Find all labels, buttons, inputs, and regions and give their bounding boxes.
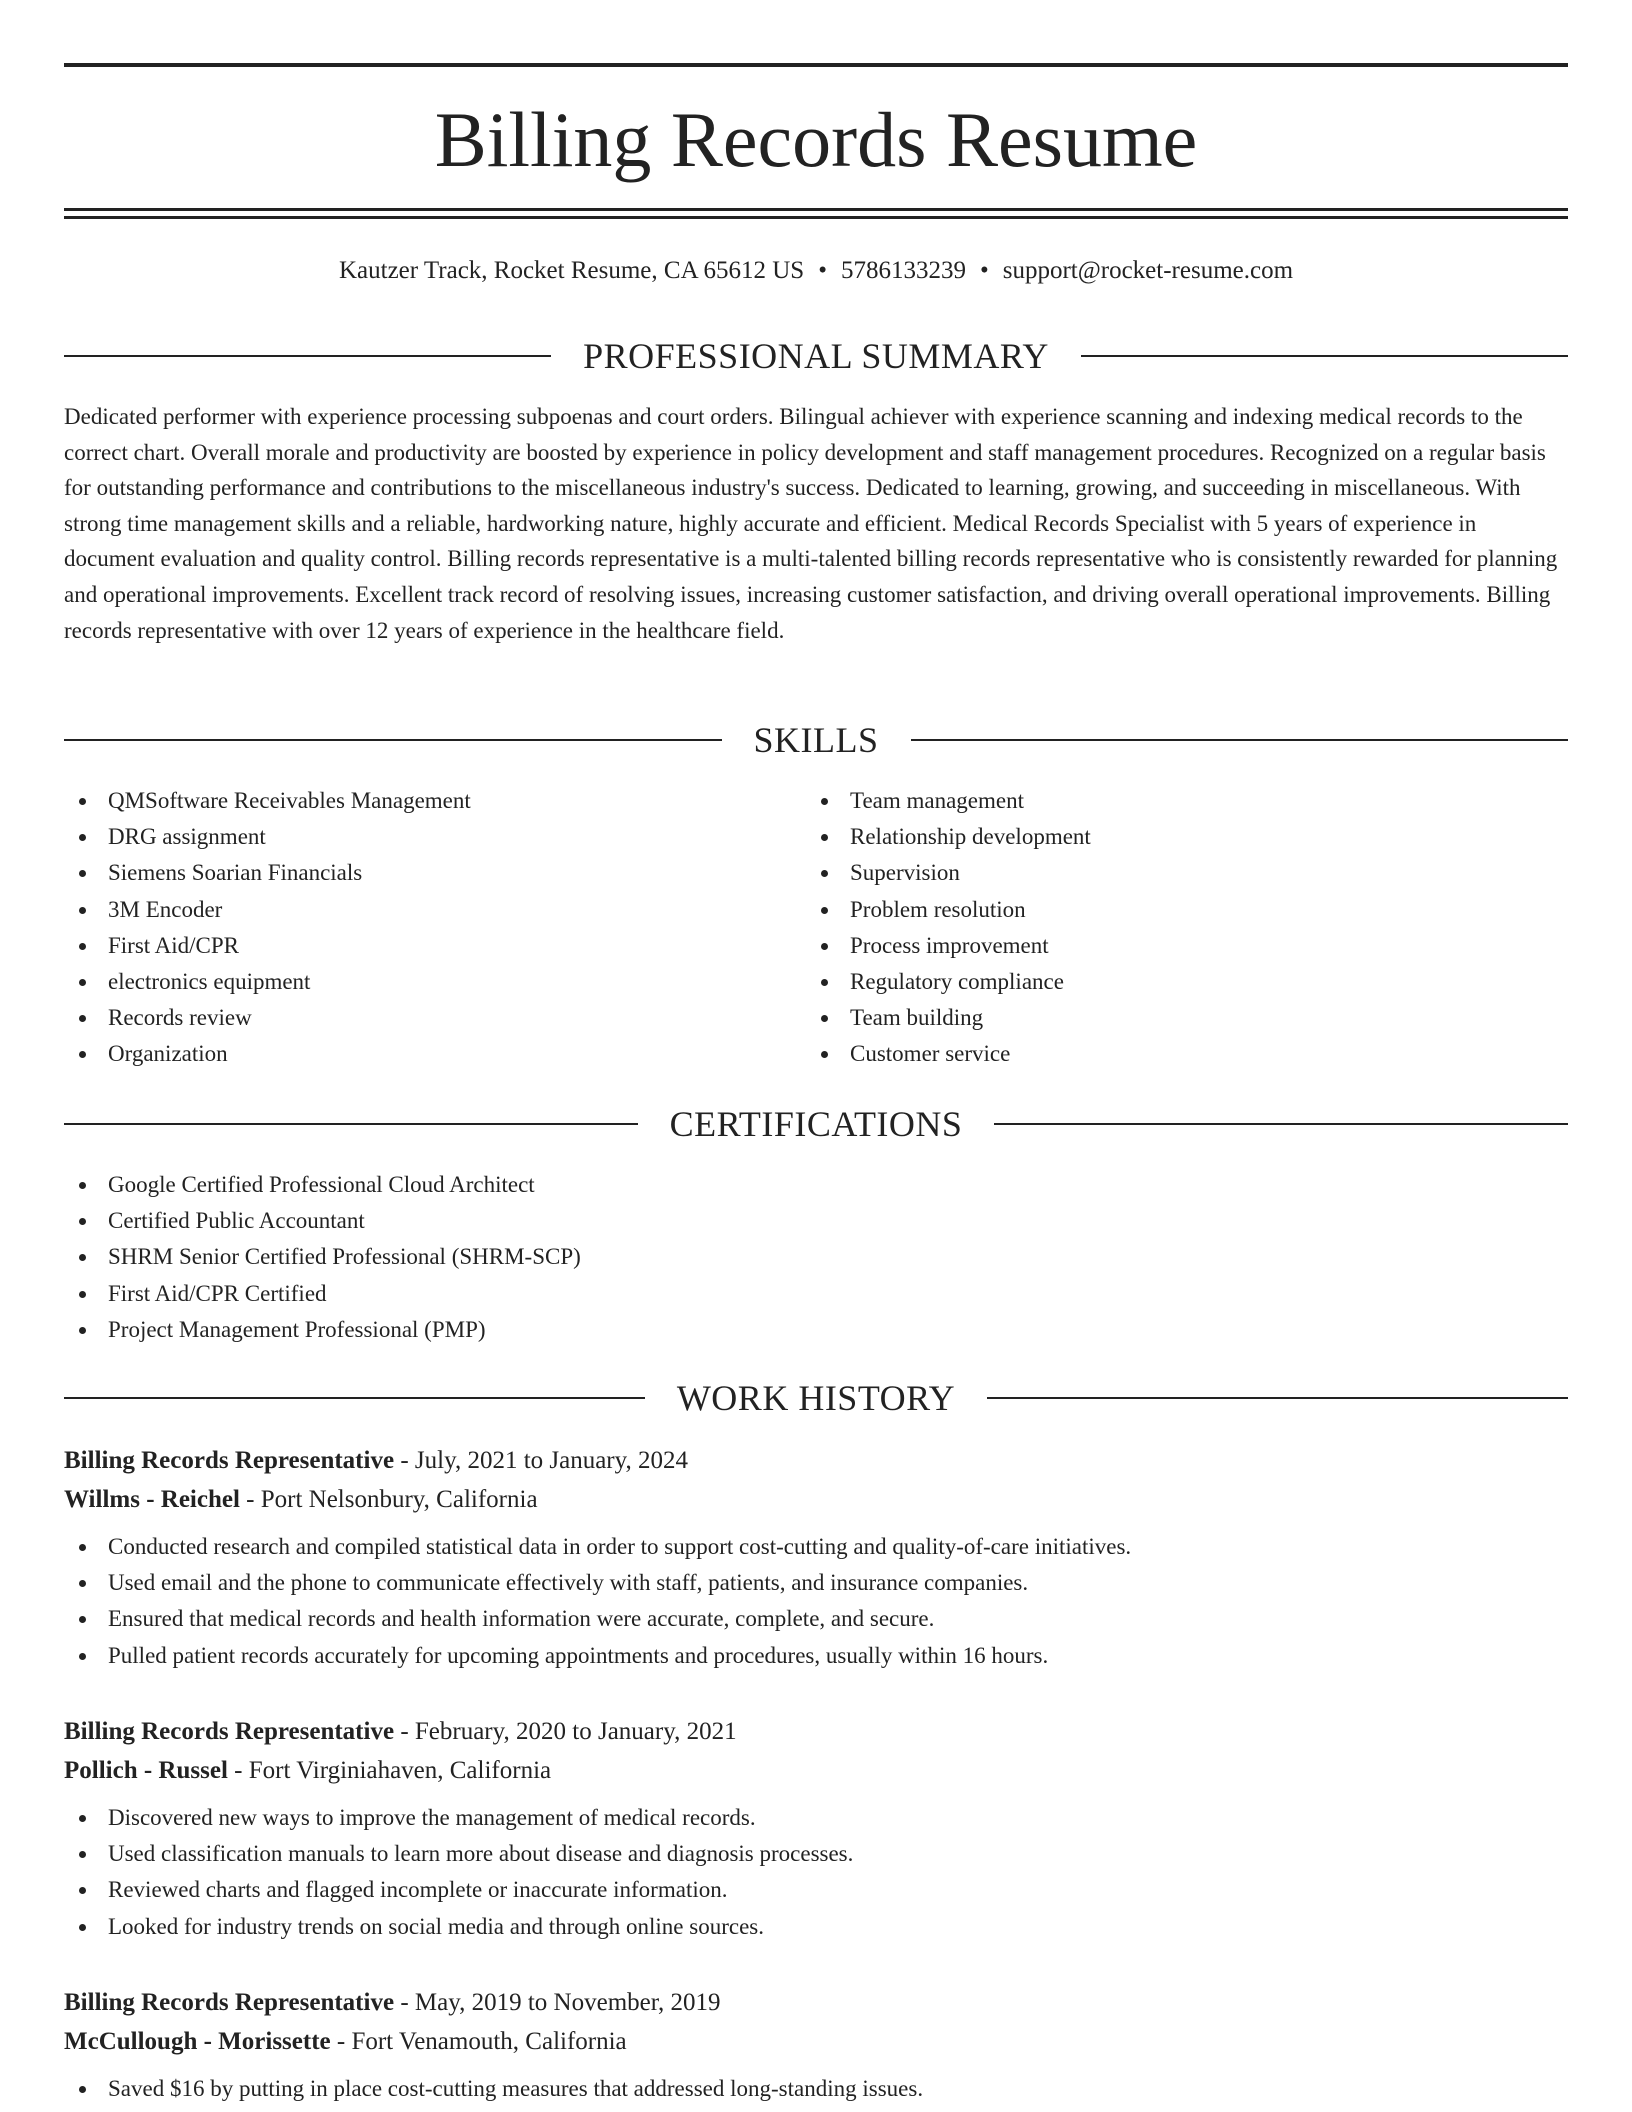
job-company-line: McCullough - Morissette - Fort Venamouth, California	[64, 2028, 627, 2055]
list-item	[64, 1565, 1568, 1601]
list-item-text: Team building	[850, 1005, 984, 1031]
list-item	[64, 1276, 1064, 1312]
bullet-icon	[821, 1015, 828, 1022]
list-item-text: Customer service	[850, 1041, 1011, 1067]
summary-section-header	[64, 336, 1568, 376]
bullet-icon	[79, 834, 86, 841]
contact-separator: •	[818, 257, 827, 284]
list-item	[806, 1000, 1506, 1036]
list-item	[64, 964, 764, 1000]
section-rule-left	[64, 739, 722, 741]
list-item-text: SHRM Senior Certified Professional (SHRM-SCP)	[108, 1244, 581, 1270]
contact-address: Kautzer Track, Rocket Resume, CA 65612 US	[338, 257, 805, 284]
list-item	[64, 1800, 1568, 1836]
bullet-icon	[79, 1015, 86, 1022]
list-item-text: Records review	[108, 1005, 252, 1031]
skills-heading: SKILLS	[753, 720, 879, 760]
list-item-text: Pulled patient records accurately for upcoming appointments and procedures, usually within 16 hours.	[108, 1642, 1049, 1668]
bullet-icon	[79, 1580, 86, 1587]
certifications-section-header	[64, 1104, 1568, 1144]
bullet-icon	[821, 798, 828, 805]
list-item	[806, 819, 1506, 855]
bullet-icon	[79, 1924, 86, 1931]
bullet-icon	[821, 907, 828, 914]
list-item	[806, 783, 1506, 819]
list-item	[64, 855, 764, 891]
list-item	[64, 1000, 764, 1036]
bullet-icon	[79, 1291, 86, 1298]
skills-section-header	[64, 720, 1568, 760]
job-bullet-list	[64, 1529, 1568, 1674]
job-title: Billing Records Representative	[64, 1989, 395, 2016]
bullet-icon	[79, 2086, 86, 2093]
job-title: Billing Records Representative	[64, 1447, 395, 1474]
list-item-text: Supervision	[850, 860, 960, 886]
top-rule	[64, 63, 1568, 67]
job-bullet-list	[64, 2071, 1568, 2107]
list-item-text: electronics equipment	[108, 969, 311, 995]
list-item-text: Process improvement	[850, 932, 1049, 958]
section-rule-right	[911, 739, 1569, 741]
skills-left-list	[64, 783, 764, 1073]
list-item	[64, 1909, 1568, 1945]
list-item	[64, 1167, 1064, 1203]
list-item-text: Organization	[108, 1041, 228, 1067]
bullet-icon	[821, 943, 828, 950]
job-title-line: Billing Records Representative - May, 2019 to November, 2019	[64, 1989, 721, 2016]
skills-right-list	[806, 783, 1506, 1073]
bullet-icon	[79, 1851, 86, 1858]
list-item-text: Problem resolution	[850, 896, 1026, 922]
job-location: Fort Venamouth, California	[351, 2028, 627, 2055]
bullet-icon	[79, 1051, 86, 1058]
bullet-icon	[79, 1616, 86, 1623]
list-item-text: QMSoftware Receivables Management	[108, 788, 471, 813]
bullet-icon	[79, 979, 86, 986]
title-rule-upper	[64, 208, 1568, 211]
list-item-text: Conducted research and compiled statistical data in order to support cost-cutting and quality-of-care initiatives.	[108, 1534, 1132, 1559]
job-location: Port Nelsonbury, California	[260, 1486, 538, 1513]
certifications-list	[64, 1167, 1064, 1348]
list-item-text: Used email and the phone to communicate effectively with staff, patients, and insurance companies.	[108, 1570, 1029, 1596]
resume-title: Billing Records Resume	[434, 96, 1198, 183]
list-item	[806, 964, 1506, 1000]
job-company-line: Pollich - Russel - Fort Virginiahaven, California	[64, 1757, 552, 1784]
list-item-text: Used classification manuals to learn more about disease and diagnosis processes.	[108, 1841, 854, 1867]
job-bullet-list	[64, 1800, 1568, 1945]
list-item-text: Reviewed charts and flagged incomplete or inaccurate information.	[108, 1877, 728, 1903]
list-item-text: Ensured that medical records and health information were accurate, complete, and secure.	[108, 1606, 935, 1632]
list-item-text: Team management	[850, 788, 1025, 813]
list-item	[64, 1203, 1064, 1239]
bullet-icon	[79, 943, 86, 950]
job-entry	[64, 1712, 1568, 1945]
list-item-text: Looked for industry trends on social media and through online sources.	[108, 1913, 764, 1939]
bullet-icon	[79, 1887, 86, 1894]
job-company-line: Willms - Reichel - Port Nelsonbury, California	[64, 1486, 538, 1513]
job-title-line: Billing Records Representative - February, 2020 to January, 2021	[64, 1718, 737, 1745]
bullet-icon	[821, 834, 828, 841]
list-item-text: Saved $16 by putting in place cost-cutting measures that addressed long-standing issues.	[108, 2076, 924, 2101]
list-item	[64, 819, 764, 855]
list-item	[64, 1239, 1064, 1275]
list-item	[64, 1036, 764, 1072]
bullet-icon	[79, 1653, 86, 1660]
summary-text: Dedicated performer with experience processing subpoenas and court orders. Bilingual achiever with experience scanning and indexing medical records to the correct chart. Overall morale and productivity are boosted by experience in policy development and staff management procedures. Recognized on a regular basis for outstanding performance and contributions to the miscellaneous industry's success. Dedicated to learning, growing, and succeeding in miscellaneous. With strong time management skills and a reliable, hardworking nature, highly accurate and efficient. Medical Records Specialist with 5 years of experience in document evaluation and quality control. Billing records representative is a multi-talented billing records representative who is consistently rewarded for planning and operational improvements. Excellent track record of resolving issues, increasing customer satisfaction, and driving overall operational improvements. Billing records representative with over 12 years of experience in the healthcare field.	[64, 404, 1558, 643]
skills-left-column	[64, 783, 764, 1073]
contact-email: support@rocket-resume.com	[1002, 257, 1294, 284]
list-item-text: First Aid/CPR Certified	[108, 1280, 327, 1306]
section-rule-right	[987, 1397, 1568, 1399]
list-item-text: Certified Public Accountant	[108, 1208, 365, 1234]
list-item	[806, 892, 1506, 928]
bullet-icon	[79, 1218, 86, 1225]
section-rule-left	[64, 1123, 638, 1125]
list-item-text: Siemens Soarian Financials	[108, 860, 363, 886]
list-item	[64, 1836, 1568, 1872]
list-item	[806, 855, 1506, 891]
bullet-icon	[79, 798, 86, 805]
contact-line	[64, 255, 1568, 287]
list-item	[64, 1529, 1568, 1565]
job-entry	[64, 1441, 1568, 1674]
list-item	[64, 1312, 1064, 1348]
job-company: Willms - Reichel	[64, 1486, 240, 1513]
list-item	[64, 1872, 1568, 1908]
contact-phone: 5786133239	[840, 257, 966, 284]
list-item	[64, 1638, 1568, 1674]
list-item	[64, 1601, 1568, 1637]
bullet-icon	[79, 1182, 86, 1189]
list-item	[806, 928, 1506, 964]
list-item	[64, 783, 764, 819]
list-item	[64, 2071, 1568, 2107]
certifications-list-wrap	[64, 1167, 1064, 1348]
bullet-icon	[79, 1815, 86, 1822]
work-history-section-header	[64, 1378, 1568, 1418]
job-company: McCullough - Morissette	[64, 2028, 331, 2055]
list-item-text: First Aid/CPR	[108, 932, 240, 958]
job-title-line: Billing Records Representative - July, 2021 to January, 2024	[64, 1447, 689, 1474]
list-item	[64, 892, 764, 928]
list-item-text: Relationship development	[850, 824, 1091, 850]
list-item-text: Discovered new ways to improve the management of medical records.	[108, 1805, 756, 1830]
job-dates: July, 2021 to January, 2024	[414, 1447, 689, 1474]
job-dates: February, 2020 to January, 2021	[414, 1718, 737, 1745]
list-item-text: Google Certified Professional Cloud Architect	[108, 1172, 535, 1197]
list-item-text: Project Management Professional (PMP)	[108, 1316, 486, 1342]
bullet-icon	[79, 1327, 86, 1334]
section-rule-left	[64, 355, 551, 357]
contact-separator: •	[979, 257, 989, 284]
bullet-icon	[821, 1051, 828, 1058]
job-entry	[64, 1983, 1568, 2107]
section-rule-right	[994, 1123, 1568, 1125]
summary-heading: PROFESSIONAL SUMMARY	[583, 336, 1049, 376]
title-rule-lower	[64, 216, 1568, 219]
skills-right-column	[806, 783, 1506, 1073]
list-item	[64, 928, 764, 964]
bullet-icon	[79, 870, 86, 877]
list-item	[806, 1036, 1506, 1072]
certifications-heading: CERTIFICATIONS	[669, 1104, 963, 1144]
work-history-heading: WORK HISTORY	[676, 1378, 956, 1418]
list-item-text: Regulatory compliance	[850, 969, 1064, 995]
job-company: Pollich - Russel	[64, 1757, 228, 1784]
bullet-icon	[821, 870, 828, 877]
bullet-icon	[79, 1254, 86, 1261]
list-item-text: DRG assignment	[108, 824, 266, 850]
bullet-icon	[821, 979, 828, 986]
list-item-text: 3M Encoder	[108, 896, 223, 922]
job-location: Fort Virginiahaven, California	[248, 1757, 552, 1784]
job-dates: May, 2019 to November, 2019	[414, 1989, 721, 2016]
section-rule-left	[64, 1397, 645, 1399]
bullet-icon	[79, 907, 86, 914]
bullet-icon	[79, 1544, 86, 1551]
section-rule-right	[1081, 355, 1568, 357]
job-title: Billing Records Representative	[64, 1718, 395, 1745]
